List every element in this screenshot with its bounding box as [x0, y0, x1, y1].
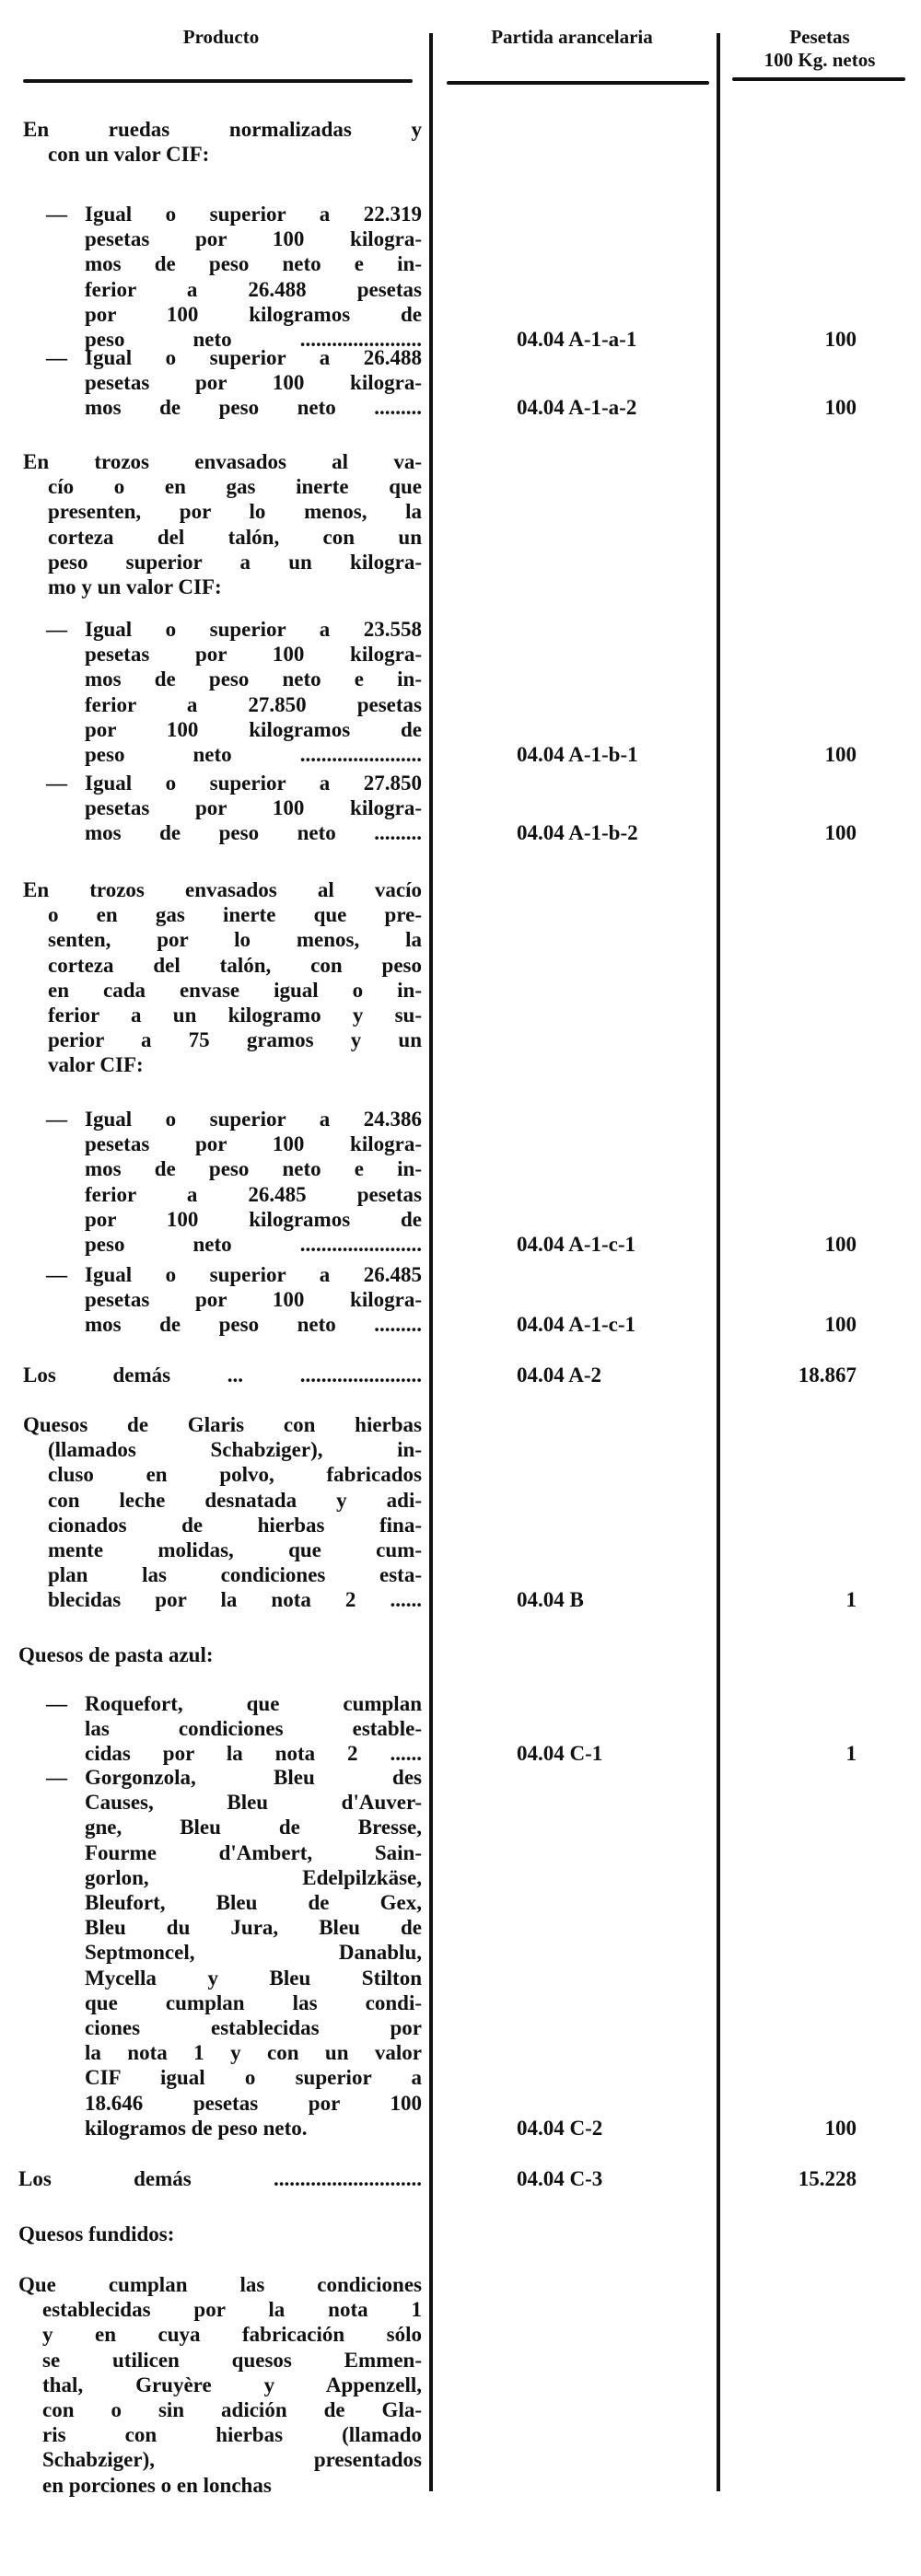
- product-line: por 100 kilogramos de: [85, 302, 422, 326]
- partida-arancelaria: 04.04 B: [517, 1588, 584, 1612]
- product-line: kilogramos de peso neto.: [85, 2116, 308, 2140]
- product-line: corteza del talón, con un: [48, 525, 422, 549]
- table-row: [0, 877, 921, 1078]
- product-line: Gorgonzola, Bleu des: [85, 1766, 422, 1789]
- product-line: mos de peso neto e in-: [85, 1157, 422, 1181]
- product-line: mente molidas, que cum-: [48, 1538, 422, 1562]
- partida-arancelaria: 04.04 A-2: [517, 1363, 601, 1387]
- product-line: En ruedas normalizadas y: [23, 118, 422, 141]
- product-description: [0, 617, 422, 767]
- product-line: ris con hierbas (llamado: [42, 2423, 422, 2447]
- table-row: [0, 1691, 921, 1767]
- product-line: en cada envase igual o in-: [48, 978, 422, 1002]
- column-header-partida: Partida arancelaria: [491, 26, 653, 48]
- partida-arancelaria: 04.04 A-1-b-1: [517, 743, 638, 767]
- dash-bullet: —: [46, 1692, 67, 1715]
- table-row: [0, 1107, 921, 1257]
- product-line: peso superior a un kilogra-: [48, 550, 422, 574]
- table-row: [0, 1262, 921, 1338]
- pesetas-value: 18.867: [798, 1363, 857, 1387]
- product-line: corteza del talón, con peso: [48, 953, 422, 977]
- table-row: [0, 202, 921, 352]
- product-line: mos de peso neto .........: [85, 821, 422, 845]
- product-line: Bleufort, Bleu de Gex,: [85, 1891, 422, 1915]
- dash-bullet: —: [46, 203, 67, 226]
- product-description: [0, 877, 422, 1078]
- table-row: [0, 1412, 921, 1613]
- product-line: cidas por la nota 2 ......: [85, 1742, 422, 1766]
- table-row: [0, 1363, 921, 1387]
- product-line: pesetas por 100 kilogra-: [85, 371, 422, 395]
- product-line: Schabziger), presentados: [42, 2448, 422, 2472]
- product-line: Igual o superior a 24.386: [85, 1108, 422, 1131]
- product-line: En trozos envasados al vacío: [23, 878, 422, 901]
- product-line: 18.646 pesetas por 100: [85, 2091, 422, 2115]
- product-line: pesetas por 100 kilogra-: [85, 796, 422, 820]
- product-line: Fourme d'Ambert, Sain-: [85, 1840, 422, 1864]
- column-header-pesetas-line1: Pesetas: [789, 26, 850, 48]
- product-line: ciones establecidas por: [85, 2016, 422, 2040]
- product-line: Igual o superior a 22.319: [85, 203, 422, 226]
- pesetas-value: 100: [824, 821, 857, 845]
- product-line: peso neto .......................: [85, 743, 422, 767]
- product-line: Roquefort, que cumplan: [85, 1692, 422, 1715]
- product-line: Bleu du Jura, Bleu de: [85, 1916, 422, 1940]
- pesetas-value: 1: [845, 1588, 857, 1612]
- product-line: ferior a 27.850 pesetas: [85, 692, 422, 716]
- product-line: por 100 kilogramos de: [85, 1207, 422, 1231]
- product-line: con leche desnatada y adi-: [48, 1488, 422, 1512]
- dash-bullet: —: [46, 1766, 67, 1789]
- product-line: gne, Bleu de Bresse,: [85, 1816, 422, 1839]
- product-line: ferior a 26.485 pesetas: [85, 1182, 422, 1206]
- product-description: [0, 2222, 422, 2246]
- column-header-producto: Producto: [182, 26, 260, 48]
- product-description: [0, 449, 422, 599]
- table-row: [0, 2222, 921, 2246]
- product-line: Mycella y Bleu Stilton: [85, 1966, 422, 1990]
- product-description: [0, 1642, 422, 1667]
- product-description: [0, 2272, 422, 2498]
- product-line: la nota 1 y con un valor: [85, 2041, 422, 2065]
- product-line: (llamados Schabziger), in-: [48, 1438, 422, 1462]
- header-rule-partida: [447, 81, 709, 85]
- pesetas-value: 100: [824, 396, 857, 420]
- pesetas-value: 100: [824, 2116, 857, 2140]
- column-header-pesetas: [729, 26, 910, 72]
- partida-arancelaria: 04.04 C-3: [517, 2167, 603, 2190]
- product-line: gorlon, Edelpilzkäse,: [85, 1865, 422, 1889]
- pesetas-value: 100: [824, 1233, 857, 1257]
- product-line: ferior a un kilogramo y su-: [48, 1004, 422, 1027]
- table-row: [0, 449, 921, 599]
- product-line: Igual o superior a 26.488: [85, 346, 422, 369]
- dash-bullet: —: [46, 346, 67, 369]
- column-header-pesetas-line2: 100 Kg. netos: [764, 49, 876, 71]
- product-line: CIF igual o superior a: [85, 2066, 422, 2090]
- table-row: [0, 1642, 921, 1667]
- product-description: [0, 771, 422, 846]
- product-line: cionados de hierbas fina-: [48, 1513, 422, 1537]
- product-description: [0, 1691, 422, 1767]
- product-line: y en cuya fabricación sólo: [42, 2323, 422, 2347]
- product-line: senten, por lo menos, la: [48, 928, 422, 952]
- pesetas-value: 15.228: [798, 2167, 857, 2190]
- product-line: mos de peso neto .........: [85, 396, 422, 420]
- pesetas-value: 100: [824, 1313, 857, 1337]
- product-line: peso neto .......................: [85, 1233, 422, 1257]
- product-line: o en gas inerte que pre-: [48, 903, 422, 927]
- dash-bullet: —: [46, 1108, 67, 1131]
- product-line: pesetas por 100 kilogra-: [85, 1132, 422, 1156]
- product-line: Quesos de pasta azul:: [18, 1643, 214, 1666]
- product-line: con un valor CIF:: [48, 143, 210, 167]
- product-line: Quesos fundidos:: [18, 2222, 175, 2245]
- table-row: [0, 771, 921, 846]
- product-description: [0, 202, 422, 352]
- product-line: pesetas por 100 kilogra-: [85, 1288, 422, 1312]
- product-line: Igual o superior a 23.558: [85, 618, 422, 641]
- product-description: [0, 2166, 422, 2191]
- product-description: [0, 345, 422, 421]
- header-rule-producto: [23, 79, 413, 83]
- product-line: con o sin adición de Gla-: [42, 2398, 422, 2422]
- product-line: pesetas por 100 kilogra-: [85, 643, 422, 667]
- product-line: perior a 75 gramos y un: [48, 1028, 422, 1052]
- dash-bullet: —: [46, 618, 67, 641]
- product-line: ferior a 26.488 pesetas: [85, 277, 422, 301]
- product-line: plan las condiciones esta-: [48, 1563, 422, 1587]
- product-line: valor CIF:: [48, 1053, 144, 1077]
- product-line: Los demás ... .......................: [23, 1363, 422, 1387]
- product-line: blecidas por la nota 2 ......: [48, 1588, 422, 1612]
- product-line: Que cumplan las condiciones: [18, 2273, 422, 2296]
- dash-bullet: —: [46, 1263, 67, 1286]
- product-line: Quesos de Glaris con hierbas: [23, 1413, 422, 1436]
- product-line: Causes, Bleu d'Auver-: [85, 1791, 422, 1815]
- partida-arancelaria: 04.04 C-1: [517, 1742, 603, 1766]
- partida-arancelaria: 04.04 A-1-a-2: [517, 396, 637, 420]
- dash-bullet: —: [46, 772, 67, 795]
- product-line: por 100 kilogramos de: [85, 717, 422, 741]
- pesetas-value: 100: [824, 743, 857, 767]
- product-line: Septmoncel, Danablu,: [85, 1941, 422, 1965]
- product-line: En trozos envasados al va-: [23, 450, 422, 473]
- product-line: se utilicen quesos Emmen-: [42, 2348, 422, 2372]
- product-description: [0, 1412, 422, 1613]
- product-line: mos de peso neto e in-: [85, 667, 422, 691]
- table-row: [0, 2166, 921, 2191]
- product-description: [0, 117, 422, 167]
- product-line: mos de peso neto .........: [85, 1313, 422, 1337]
- partida-arancelaria: 04.04 A-1-a-1: [517, 328, 637, 352]
- product-line: mos de peso neto e in-: [85, 252, 422, 276]
- table-row: [0, 2272, 921, 2498]
- product-line: Los demás ............................: [18, 2167, 422, 2190]
- product-line: mo y un valor CIF:: [48, 575, 222, 599]
- product-line: presenten, por lo menos, la: [48, 500, 422, 524]
- product-line: thal, Gruyère y Appenzell,: [42, 2373, 422, 2396]
- table-row: [0, 617, 921, 767]
- product-description: [0, 1107, 422, 1257]
- pesetas-value: 1: [845, 1742, 857, 1766]
- header-rule-pesetas: [732, 77, 905, 81]
- product-description: [0, 1765, 422, 2141]
- partida-arancelaria: 04.04 A-1-c-1: [517, 1313, 636, 1337]
- product-line: Igual o superior a 27.850: [85, 772, 422, 795]
- product-line: Igual o superior a 26.485: [85, 1263, 422, 1286]
- table-row: [0, 117, 921, 167]
- product-line: cío o en gas inerte que: [48, 475, 422, 499]
- partida-arancelaria: 04.04 C-2: [517, 2116, 603, 2140]
- product-line: cluso en polvo, fabricados: [48, 1463, 422, 1487]
- product-line: que cumplan las condi-: [85, 1990, 422, 2014]
- product-line: pesetas por 100 kilogra-: [85, 227, 422, 251]
- product-description: [0, 1262, 422, 1338]
- product-line: establecidas por la nota 1: [42, 2298, 422, 2322]
- pesetas-value: 100: [824, 328, 857, 352]
- product-line: las condiciones estable-: [85, 1717, 422, 1741]
- table-row: [0, 345, 921, 421]
- product-description: [0, 1363, 422, 1387]
- product-line: en porciones o en lonchas: [42, 2473, 272, 2497]
- table-row: [0, 1765, 921, 2141]
- partida-arancelaria: 04.04 A-1-c-1: [517, 1233, 636, 1257]
- partida-arancelaria: 04.04 A-1-b-2: [517, 821, 638, 845]
- product-line: peso neto .......................: [85, 328, 422, 352]
